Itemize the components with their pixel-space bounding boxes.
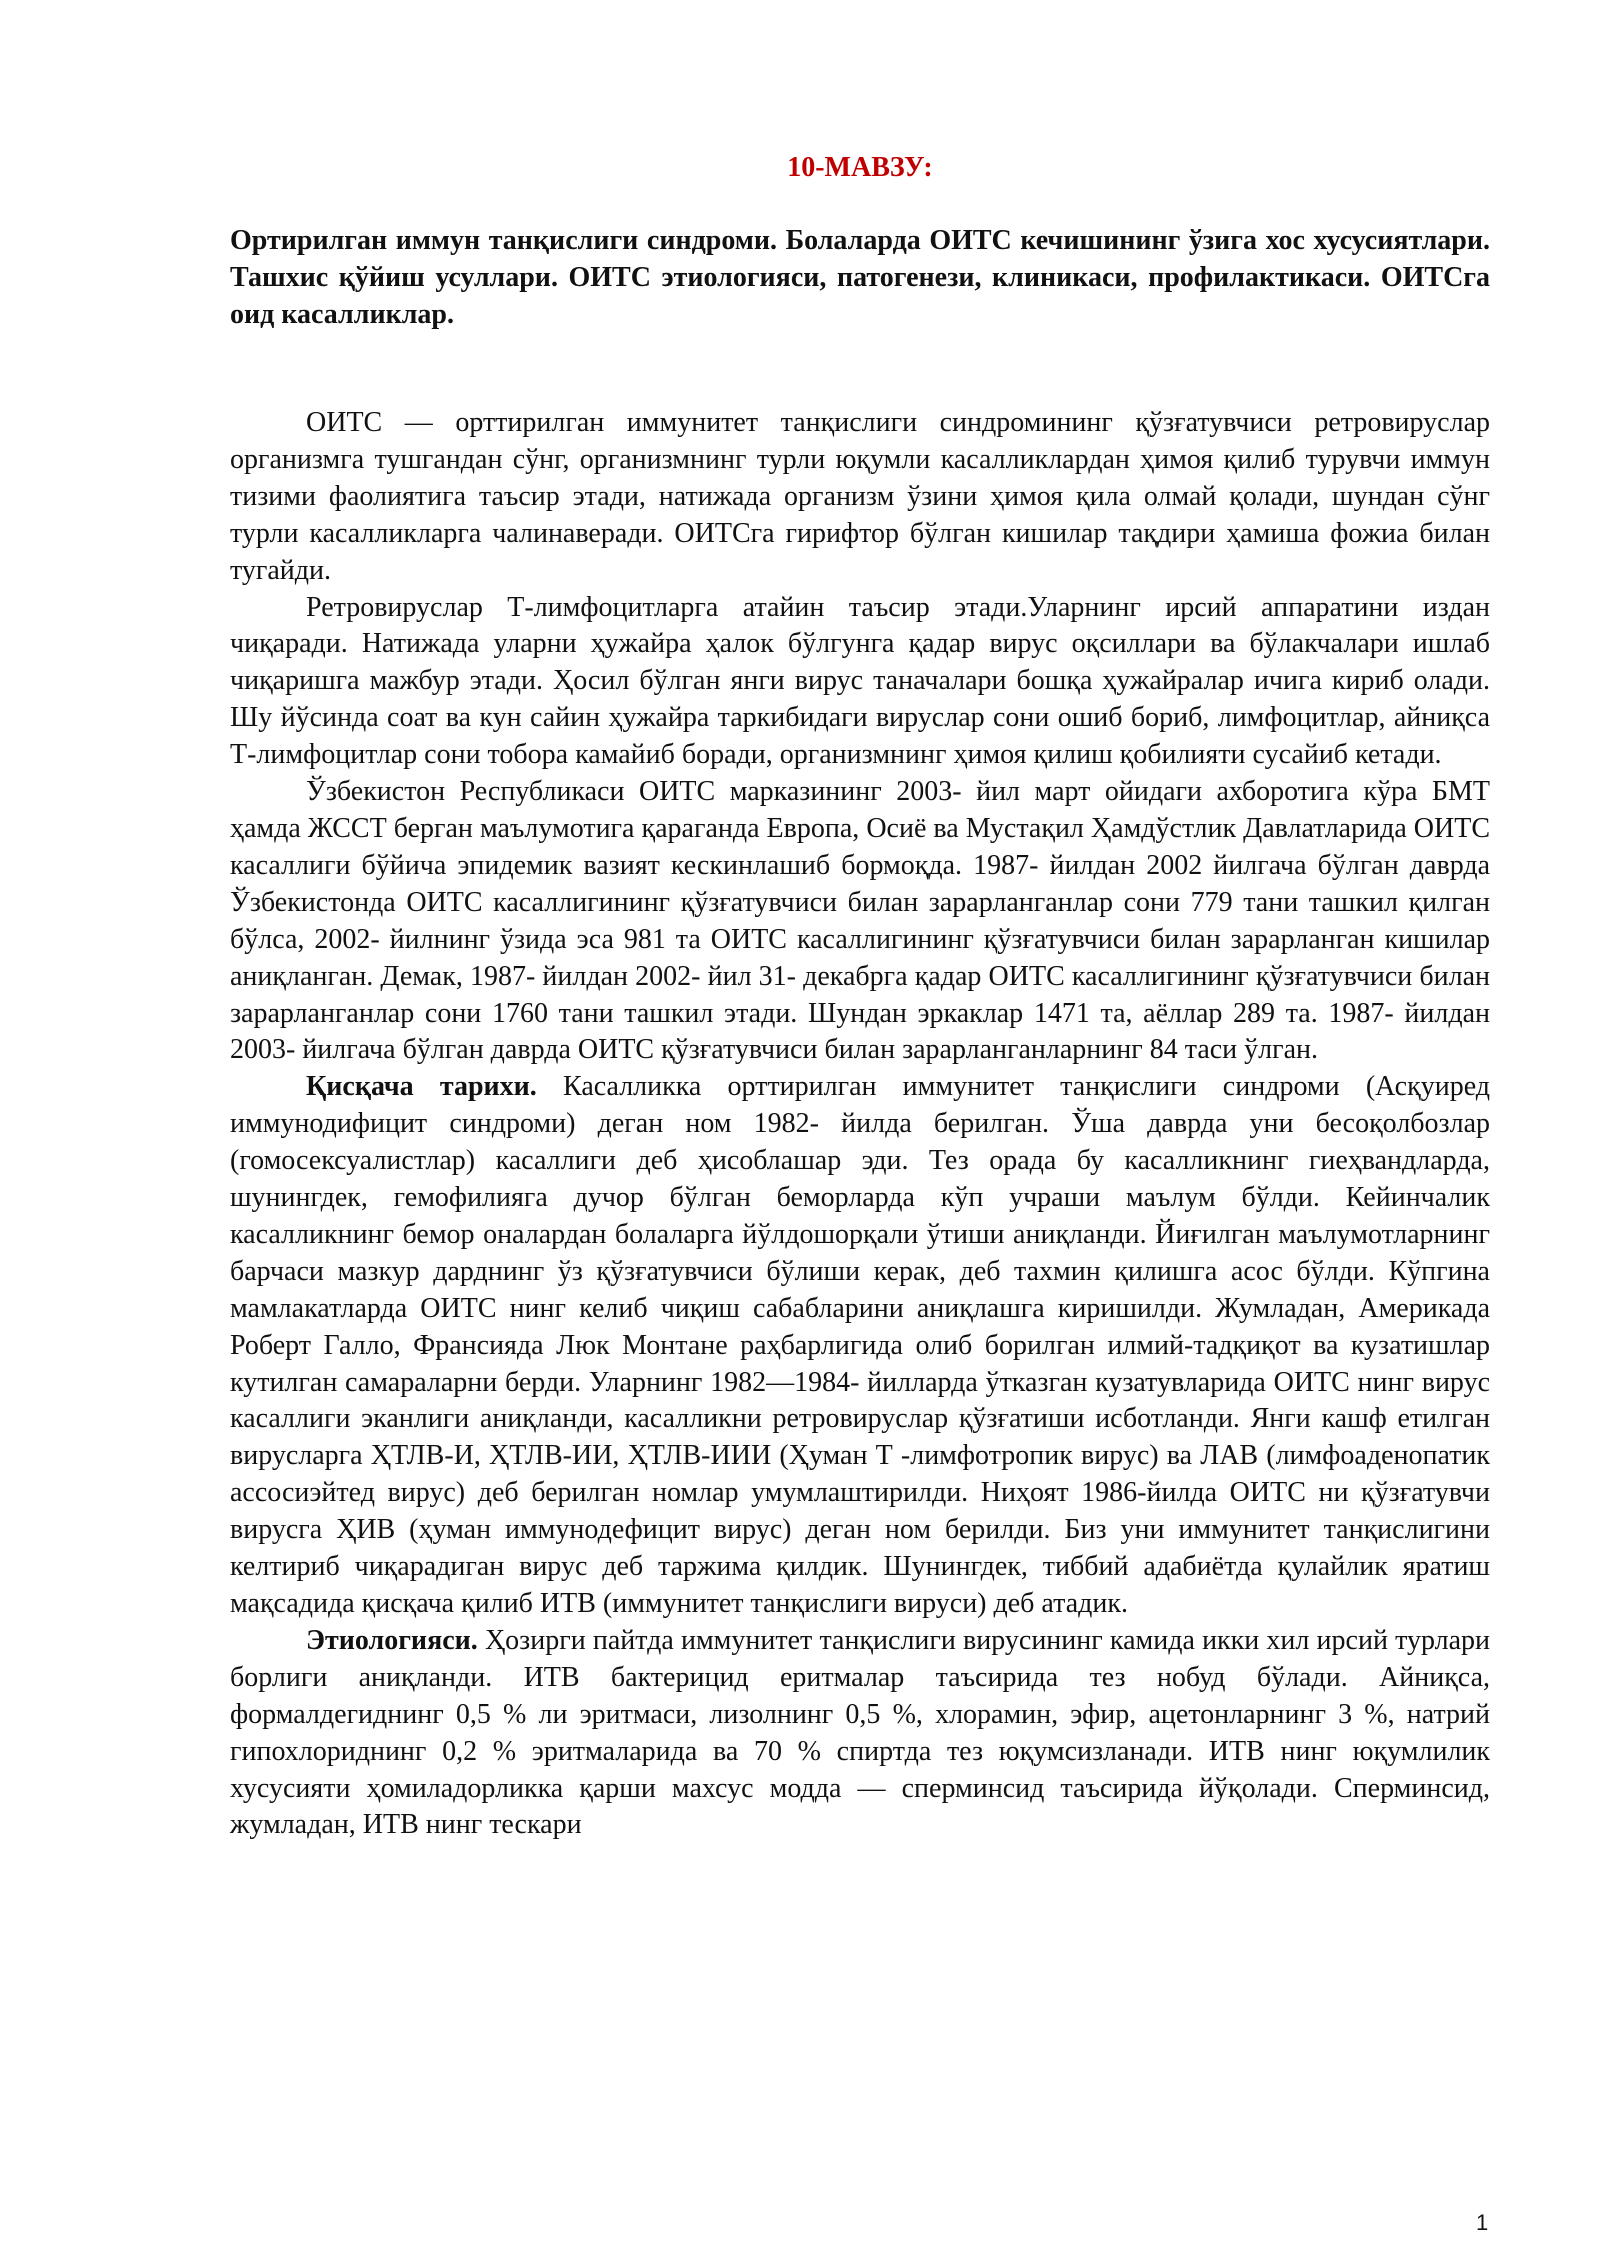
paragraph-text: ОИТС — орттирилган иммунитет танқислиги синдромининг қўзғатувчиси ретровируслар организмга тушгандан сўнг, организмнинг турли юқумли касалликлардан ҳимоя қилиб турувчи иммун тизими фаолиятига таъсир этади, натижада организм ўзини ҳимоя қила олмай қолади, шундан сўнг турли касалликларга чалинаверади. ОИТСга гирифтор бўлган кишилар тақдири ҳамиша фожиа билан тугайди. xyxy=(230,407,1490,586)
paragraph-etiology xyxy=(230,1623,1490,1844)
paragraph-lead-history: Қисқача тарихи. xyxy=(306,1071,537,1103)
paragraph-history xyxy=(230,1069,1490,1623)
paragraph-text: Ретровируслар Т-лимфоцитларга атайин таъсир этади.Уларнинг ирсий аппаратини издан чиқаради. Натижада уларни ҳужайра ҳалок бўлгунга қадар вирус оқсиллари ва бўлакчалари ишлаб чиқаришга мажбур этади. Ҳосил бўлган янги вирус таначалари бошқа ҳужайралар ичига кириб олади. Шу йўсинда соат ва кун сайин ҳужайра таркибидаги вируслар сони ошиб бориб, лимфоцитлар, айниқса Т-лимфоцитлар сони тобора камайиб боради, организмнинг ҳимоя қилиш қобилияти сусайиб кетади. xyxy=(230,591,1490,771)
document-page xyxy=(230,150,1490,1844)
paragraph-text: Ўзбекистон Республикаси ОИТС марказининг 2003- йил март ойидаги ахборотига кўра БМТ ҳамда ЖССТ берган маълумотига қараганда Европа, Осиё ва Мустақил Ҳамдўстлик Давлатларида ОИТС касаллиги бўйича эпидемик вазият кескинлашиб бормоқда. 1987- йилдан 2002 йилгача бўлган даврда Ўзбекистонда ОИТС касаллигининг қўзғатувчиси билан зарарланганлар сони 779 тани ташкил қилган бўлса, 2002- йилнинг ўзида эса 981 та ОИТС касаллигининг қўзғатувчиси билан зарарланган кишилар аниқланган. Демак, 1987- йилдан 2002- йил 31- декабрга қадар ОИТС касаллигининг қўзғатувчиси билан зарарланганлар сони 1760 тани ташкил этади. Шундан эркаклар 1471 та, аёллар 289 та. 1987- йилдан 2003- йилгача бўлган даврда ОИТС қўзғатувчиси билан зарарланганларнинг 84 таси ўлган. xyxy=(230,776,1490,1066)
topic-label: 10-МАВЗУ: xyxy=(787,152,933,183)
paragraph-intro xyxy=(230,405,1490,590)
paragraph-text: Ҳозирги пайтда иммунитет танқислиги вирусининг камида икки хил ирсий турлари борлиги аниқланди. ИТВ бактерицид еритмалар таъсирида тез нобуд бўлади. Айниқса, формалдегиднинг 0,5 % ли эритмаси, лизолнинг 0,5 %, хлорамин, эфир, ацетонларнинг 3 %, натрий гипохлориднинг 0,2 % эритмаларида ва 70 % спиртда тез юқумсизланади. ИТВ нинг юқумлилик хусусияти ҳомиладорликка қарши махсус модда — сперминсид таъсирида йўқолади. Сперминсид, жумладан, ИТВ нинг тескари xyxy=(230,1624,1490,1841)
page-number: 1 xyxy=(1476,2210,1489,2235)
paragraph-text: Касалликка орттирилган иммунитет танқислиги синдроми (Асқуиред иммунодифицит синдроми) деган ном 1982- йилда берилган. Ўша даврда уни бесоқолбозлар (гомосексуалистлар) касаллиги деб ҳисоблашар эди. Тез орада бу касалликнинг гиеҳвандларда, шунингдек, гемофилияга дучор бўлган беморларда кўп учраши маълум бўлди. Кейинчалик касалликнинг бемор оналардан болаларга йўлдошорқали ўтиши аниқланди. Йиғилган маълумотларнинг барчаси мазкур дарднинг ўз қўзғатувчиси бўлиши керак, деб тахмин қилишга асос бўлди. Кўпгина мамлакатларда ОИТС нинг келиб чиқиш сабабларини аниқлашга киришилди. Жумладан, Америкада Роберт Галло, Франсияда Люк Монтане раҳбарлигида олиб борилган илмий-тадқиқот ва кузатишлар кутилган самараларни берди. Уларнинг 1982—1984- йилларда ўтказган кузатувларида ОИТС нинг вирус касаллиги эканлиги аниқланди, касалликни ретровируслар қўзғатиши исботланди. Янги кашф етилган вирусларга ҲТЛВ-И, ҲТЛВ-ИИ, ҲТЛВ-ИИИ (Ҳуман Т -лимфотропик вирус) ва ЛАВ (лимфоаденопатик ассосиэйтед вирус) деб берилган номлар умумлаштирилди. Ниҳоят 1986-йилда ОИТС ни қўзғатувчи вирусга ҲИВ (ҳуман иммунодефицит вирус) деган ном берилди. Биз уни иммунитет танқислигини келтириб чиқарадиган вирус деб таржима қилдик. Шунингдек, тиббий адабиётда қулайлик яратиш мақсадида қисқача қилиб ИТВ (иммунитет танқислиги вируси) деб атадик. xyxy=(230,1071,1490,1619)
paragraph-retroviruses xyxy=(230,590,1490,775)
paragraph-statistics xyxy=(230,774,1490,1069)
document-title: Ортирилган иммун танқислиги синдроми. Болаларда ОИТС кечишининг ўзига хос хусусиятлари. Ташхис қўйиш усуллари. ОИТС этиологияси, патогенези, клиникаси, профилактикаси. ОИТСга оид касалликлар. xyxy=(230,225,1490,330)
paragraph-lead-etiology: Этиологияси. xyxy=(306,1624,478,1656)
